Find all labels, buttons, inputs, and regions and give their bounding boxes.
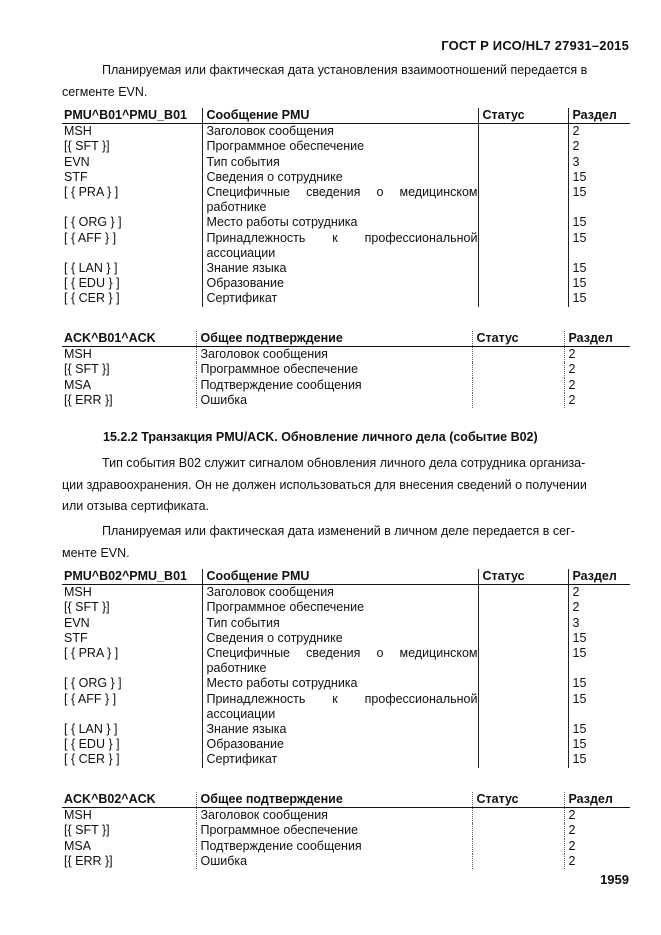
cell-status [472,347,564,363]
cell-section: 2 [568,124,630,140]
cell-message: [ { ORG } ] [64,215,122,230]
cell-description: Сертификат [202,752,478,767]
cell-section: 15 [568,692,630,722]
para-line: Тип события B02 служит сигналом обновления личного дела сотрудника организа- [102,456,586,470]
paragraph-evn-b01 [62,60,630,103]
cell-status [478,692,568,722]
column-header-description: Сообщение PMU [202,108,478,124]
table-row [62,839,630,854]
cell-section: 15 [568,215,630,230]
table-row [62,393,630,408]
paragraph-b02-description [62,453,630,518]
message-table-pmu-b02 [62,569,630,768]
cell-status [478,646,568,676]
cell-section: 15 [568,185,630,215]
cell-section: 15 [568,631,630,646]
cell-section: 15 [568,646,630,676]
table-row [62,139,630,154]
cell-section: 2 [568,585,630,601]
cell-description: Ошибка [196,393,472,408]
cell-section: 15 [568,676,630,691]
cell-message: [ { PRA } ] [64,185,119,200]
cell-status [472,362,564,377]
cell-section: 15 [568,737,630,752]
cell-message: EVN [64,154,90,169]
cell-message: [ { LAN } ] [64,722,118,737]
cell-section: 2 [564,808,630,824]
cell-description: Знание языка [202,261,478,276]
cell-status [472,823,564,838]
table-row [62,215,630,230]
table-row [62,231,630,261]
cell-status [478,752,568,767]
cell-status [478,600,568,615]
cell-section: 2 [564,393,630,408]
cell-description: Место работы сотрудника [202,215,478,230]
table-row [62,185,630,215]
column-header-message: PMU^B02^PMU_B01 [62,569,202,585]
table-row [62,737,630,752]
cell-status [478,676,568,691]
message-table-ack-b01 [62,331,630,408]
cell-section: 2 [564,823,630,838]
para-line: или отзыва сертификата. [62,499,210,513]
column-header-status: Статус [472,331,564,347]
cell-description: Заголовок сообщения [202,124,478,140]
cell-description: Сведения о сотруднике [202,631,478,646]
cell-status [478,155,568,170]
column-header-description: Общее подтверждение [196,331,472,347]
table-row [62,854,630,869]
cell-status [478,631,568,646]
cell-section: 15 [568,231,630,261]
cell-section: 15 [568,291,630,306]
table-row [62,347,630,363]
cell-section: 2 [564,839,630,854]
cell-description: Место работы сотрудника [202,676,478,691]
cell-section: 2 [564,378,630,393]
cell-description: Тип события [202,155,478,170]
cell-description: Образование [202,276,478,291]
column-header-description: Общее подтверждение [196,792,472,808]
table-row [62,631,630,646]
cell-section: 15 [568,752,630,767]
table-row [62,646,630,676]
table-row [62,585,630,601]
cell-message: [ { AFF } ] [64,230,117,245]
cell-description: Заголовок сообщения [202,585,478,601]
cell-section: 15 [568,276,630,291]
cell-message: [{ ERR }] [64,853,113,868]
cell-message: [{ SFT }] [64,139,110,154]
cell-section: 2 [564,347,630,363]
column-header-status: Статус [478,569,568,585]
table-row [62,752,630,767]
cell-status [472,854,564,869]
table-row [62,276,630,291]
cell-message: [ { PRA } ] [64,646,119,661]
table-row [62,261,630,276]
cell-section: 2 [568,139,630,154]
cell-status [478,215,568,230]
cell-status [478,124,568,140]
cell-status [478,170,568,185]
cell-description: Тип события [202,616,478,631]
cell-section: 15 [568,170,630,185]
para-line: Планируемая или фактическая дата изменений в личном деле передается в сег- [102,524,575,538]
page-number: 1959 [600,872,629,887]
cell-description: Специфичные сведения о медицинском работнике [202,646,478,676]
section-heading: 15.2.2 Транзакция PMU/ACK. Обновление личного дела (событие B02) [103,430,538,444]
cell-status [472,808,564,824]
cell-status [478,185,568,215]
cell-status [472,393,564,408]
cell-status [478,291,568,306]
cell-status [478,139,568,154]
cell-description: Сертификат [202,291,478,306]
table-row [62,124,630,140]
cell-message: [{ ERR }] [64,392,113,407]
paragraph-evn-b02 [62,521,630,564]
cell-message: MSA [64,377,92,392]
cell-message: STF [64,630,88,645]
cell-description: Специфичные сведения о медицинском работнике [202,185,478,215]
cell-message: [ { EDU } ] [64,276,120,291]
cell-section: 15 [568,722,630,737]
cell-message: MSH [64,585,92,600]
cell-section: 15 [568,261,630,276]
column-header-description: Сообщение PMU [202,569,478,585]
cell-description: Принадлежность к профессиональной ассоциации [202,231,478,261]
table-row [62,155,630,170]
cell-description: Заголовок сообщения [196,347,472,363]
cell-description: Принадлежность к профессиональной ассоциации [202,692,478,722]
table-row [62,823,630,838]
table-row [62,722,630,737]
column-header-section: Раздел [568,569,630,585]
cell-message: [ { AFF } ] [64,691,117,706]
cell-message: STF [64,169,88,184]
para-line: менте EVN. [62,545,130,560]
table-row [62,676,630,691]
message-table-pmu-b01 [62,108,630,307]
cell-status [472,378,564,393]
cell-section: 3 [568,616,630,631]
cell-section: 2 [568,600,630,615]
cell-description: Сведения о сотруднике [202,170,478,185]
cell-section: 3 [568,155,630,170]
cell-description: Программное обеспечение [196,823,472,838]
column-header-section: Раздел [564,331,630,347]
cell-message: MSA [64,838,92,853]
cell-message: [ { EDU } ] [64,737,120,752]
cell-message: [{ SFT }] [64,823,110,838]
cell-message: MSH [64,124,92,139]
cell-status [478,616,568,631]
cell-message: MSH [64,347,92,362]
para-line: сегменте EVN. [62,84,148,99]
document-code: ГОСТ Р ИСО/HL7 27931–2015 [441,38,629,53]
cell-description: Знание языка [202,722,478,737]
cell-status [478,722,568,737]
cell-message: [ { ORG } ] [64,676,122,691]
table-row [62,616,630,631]
cell-description: Программное обеспечение [202,139,478,154]
column-header-section: Раздел [564,792,630,808]
cell-description: Подтверждение сообщения [196,839,472,854]
cell-status [478,276,568,291]
column-header-message: PMU^B01^PMU_B01 [62,108,202,124]
table-row [62,378,630,393]
column-header-message: ACK^B02^ACK [62,792,196,808]
cell-description: Образование [202,737,478,752]
cell-description: Ошибка [196,854,472,869]
cell-description: Программное обеспечение [202,600,478,615]
cell-section: 2 [564,362,630,377]
cell-description: Заголовок сообщения [196,808,472,824]
column-header-status: Статус [478,108,568,124]
table-row [62,291,630,306]
cell-message: [{ SFT }] [64,600,110,615]
cell-status [478,737,568,752]
cell-message: MSH [64,808,92,823]
table-row [62,808,630,824]
cell-description: Программное обеспечение [196,362,472,377]
cell-status [478,261,568,276]
message-table-ack-b02 [62,792,630,869]
cell-status [478,231,568,261]
column-header-status: Статус [472,792,564,808]
cell-message: [ { CER } ] [64,752,120,767]
table-row [62,692,630,722]
cell-section: 2 [564,854,630,869]
cell-message: EVN [64,615,90,630]
table-row [62,170,630,185]
column-header-message: ACK^B01^ACK [62,331,196,347]
cell-message: [{ SFT }] [64,362,110,377]
table-row [62,600,630,615]
para-line: ции здравоохранения. Он не должен использоваться для внесения сведений о получении [62,477,587,492]
table-row [62,362,630,377]
cell-status [472,839,564,854]
cell-message: [ { CER } ] [64,291,120,306]
cell-message: [ { LAN } ] [64,261,118,276]
para-line: Планируемая или фактическая дата установления взаимоотношений передается в [102,63,588,77]
cell-description: Подтверждение сообщения [196,378,472,393]
column-header-section: Раздел [568,108,630,124]
cell-status [478,585,568,601]
